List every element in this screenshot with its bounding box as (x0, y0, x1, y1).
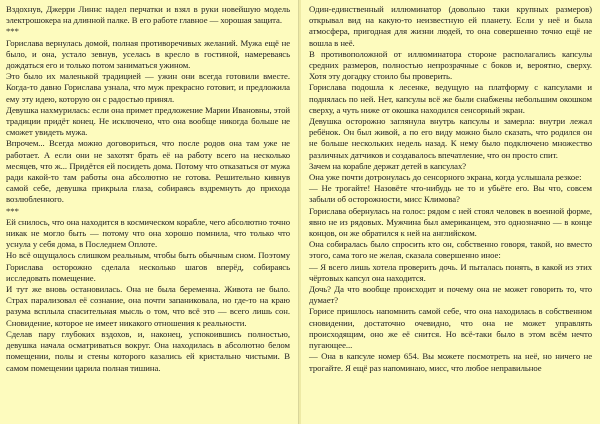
paragraph: Впрочем... Всегда можно договориться, что после родов она там уже не работает. А если они не захотят брать её на работу всего на несколько месяцев, что ж... Придётся ей посидеть дома. Потому что отказаться от мужа ради какой-то там работы она абсолютно не готова. Решительно кивнув самой себе, девушка прикрыла глаза, собираясь вздремнуть до прихода возлюбленного. (6, 138, 290, 205)
paragraph: Сделав пару глубоких вздохов, и, наконец, успокоившись полностью, девушка начала осматриваться вокруг. Она находилась в абсолютно белом помещении, полы и стены которого казались ей кристально чистыми. В самом помещении царила полная тишина. (6, 328, 290, 373)
scene-break: *** (6, 26, 19, 37)
paragraph: Один-единственный иллюминатор (довольно таки крупных размеров) открывал вид на какую-то неизвестную ей планету. Если у неё и была атмосфера, пригодная для жизни людей, то она совершенно точно ещё не вошла в неё. (309, 4, 592, 48)
scene-break: *** (6, 205, 19, 216)
paragraph: Горислава подошла к лесенке, ведущую на платформу с капсулами и поднялась по ней. Нет, капсулы всё же были снабжены небольшим окошком сверху, а чуть ниже от окошка находился сенсорный экран. (309, 82, 592, 115)
paragraph: Зачем на корабле держат детей в капсулах? (309, 160, 467, 171)
paragraph: Но всё ощущалось слишком реальным, чтобы быть обычным сном. Поэтому Горислава осторожно сделала несколько шагов вперёд, собираясь исследовать помещение. (6, 250, 290, 283)
paragraph: Вздохнув, Джерри Линнс надел перчатки и взял в руки новейшую модель электрошокера на длинной палке. В его работе главное — хорошая защита. (6, 4, 290, 26)
paragraph: Горисе пришлось напомнить самой себе, что она находилась в собственном сновидении, достаточно очевидно, что она не может управлять происходящим, оно же её снится. Но всё-таки было в этом всём нечто пугающее... (309, 306, 592, 351)
dialogue-line: — Она в капсуле номер 654. Вы можете посмотреть на неё, но ничего не трогайте. Я ещё раз напоминаю, мисс, что любое неправильное (309, 351, 592, 373)
left-page (0, 0, 299, 424)
paragraph: Это было их маленькой традицией — ужин они всегда готовили вместе. Когда-то давно Горислава узнала, что муж прекрасно готовит, и предложила ему эту идею, которую он с радостью принял. (6, 71, 290, 104)
dialogue-line: — Я всего лишь хотела проверить дочь. И пыталась понять, в какой из этих чёртовых капсул она находится. (309, 261, 592, 283)
dialogue-line: — Не трогайте! Назовёте что-нибудь не то и убьёте его. Вы что, совсем забыли об осторожности, мисс Климова? (309, 183, 592, 205)
paragraph: Ей снилось, что она находится в космическом корабле, чего абсолютно точно никак не могло быть — потому что она хорошо помнила, что только что уснула у себя дома, в Последнем Оплоте. (6, 216, 290, 250)
paragraph: Горислава обернулась на голос: рядом с ней стоял человек в военной форме, явно не из рядовых. Мужчина был американцем, это однозначно — в конце концов, он же обратился к ней на английском. (309, 205, 592, 239)
paragraph: И тут же вновь остановилась. Она не была беременна. Живота не было. Страх парализовал её сознание, она почти запаниковала, но где-то на краю разума всплыла спасительная мысль о том, что всё это — всего лишь сон. Сновидение, которое не имеет никакого отношения к реальности. (6, 284, 290, 328)
paragraph: Девушка осторожно заглянула внутрь капсулы и замерла: внутри лежал ребёнок. Он был живой, а по его виду можно было сказать, что родился он не больше нескольких недель назад. К нему было подключено множество различных датчиков и создавалось впечатление, что он просто спит. (309, 116, 592, 160)
paragraph: Она собиралась было спросить кто он, собственно говоря, такой, но вместо этого, сама того не желая, сказала совершенно иное: (309, 239, 592, 261)
paragraph: Девушка нахмурилась: если она примет предложение Марии Ивановны, этой традиции придёт конец. Не исключено, что она вообще никогда больше не сможет увидеть мужа. (6, 104, 290, 138)
paragraph: В противоположной от иллюминатора стороне располагались капсулы средних размеров, полностью непрозрачные с боков и, вероятно, сверху. Хотя эту догадку стоило бы проверить. (309, 48, 592, 82)
paragraph: Дочь? Да что вообще происходит и почему она не может говорить то, что думает? (309, 284, 592, 306)
paragraph: Она уже почти дотронулась до сенсорного экрана, когда услышала резкое: (309, 172, 582, 183)
right-page (301, 0, 600, 424)
paragraph: Горислава вернулась домой, полная противоречивых желаний. Мужа ещё не было, и она, устало зевнув, уселась в кресло в гостиной, намереваясь дождаться его и только потом заниматься ужином. (6, 37, 290, 71)
